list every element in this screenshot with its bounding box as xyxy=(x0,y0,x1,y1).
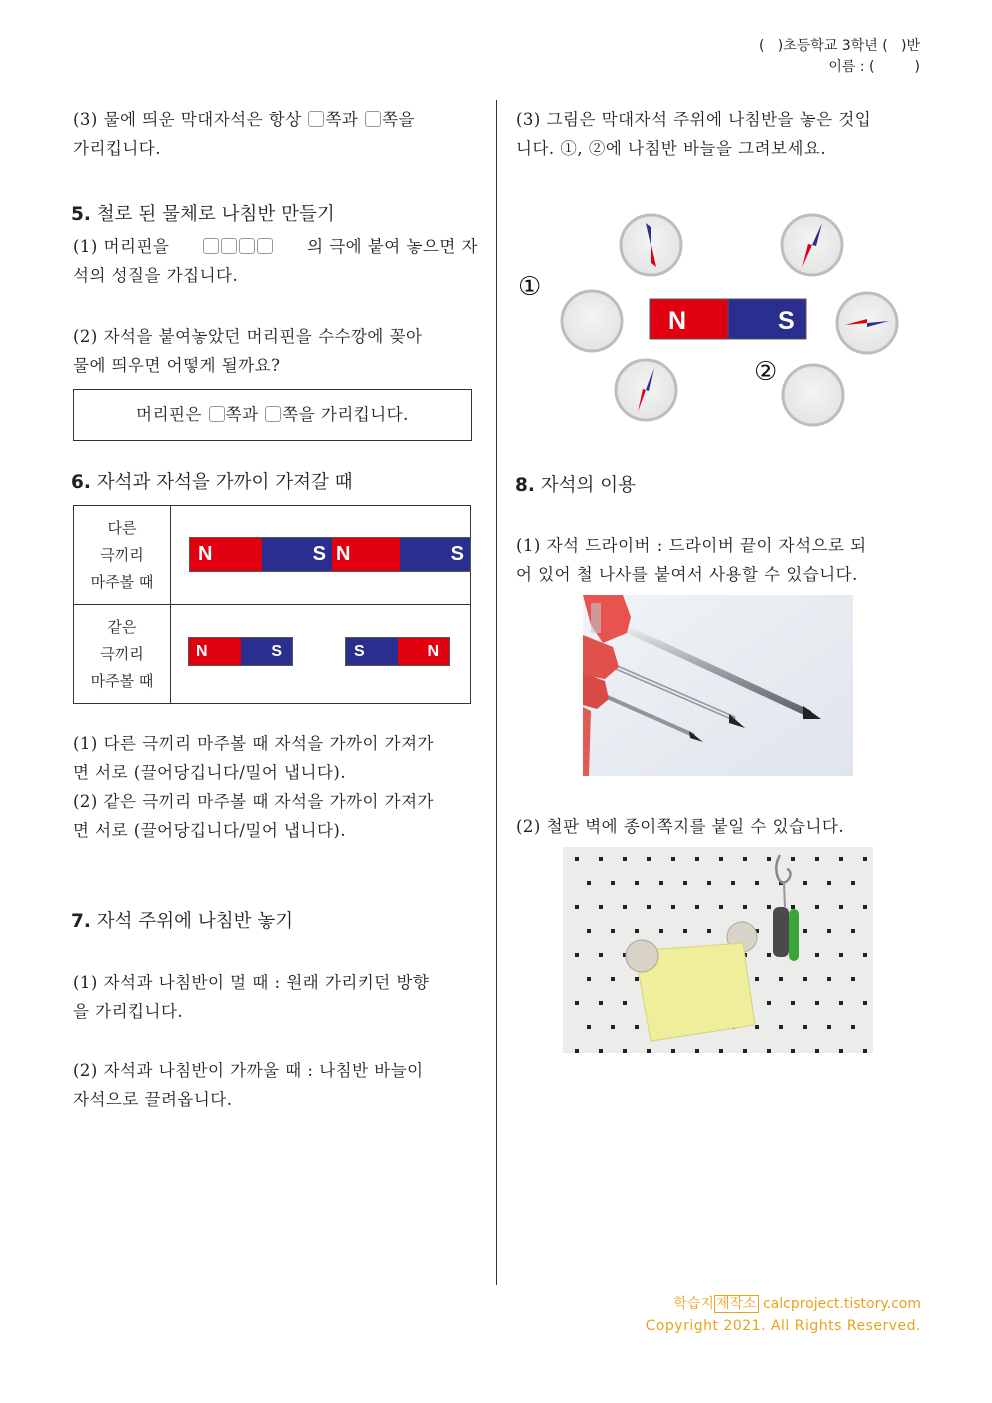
peg-hole xyxy=(815,1049,819,1053)
peg-hole xyxy=(755,1025,759,1029)
peg-hole xyxy=(743,857,747,861)
south-pole: S xyxy=(241,638,292,665)
answer-blank[interactable] xyxy=(209,406,225,422)
peg-hole xyxy=(839,857,843,861)
peg-hole xyxy=(863,1001,867,1005)
left-q3: (3) 물에 띄운 막대자석은 항상 쪽과 쪽을 가리킵니다. xyxy=(73,110,415,158)
peg-hole xyxy=(575,1049,579,1053)
compass-top-left xyxy=(621,215,681,275)
peg-hole xyxy=(803,881,807,885)
section-5-heading: 5. 철로 된 물체로 나침반 만들기 xyxy=(71,204,335,225)
peg-hole xyxy=(659,881,663,885)
peg-hole xyxy=(623,1001,627,1005)
peg-hole xyxy=(827,977,831,981)
peg-hole xyxy=(587,881,591,885)
footer-brand: 학습지 제작소 calcproject.tistory.com xyxy=(673,1296,921,1312)
peg-hole xyxy=(671,1049,675,1053)
peg-hole xyxy=(623,1049,627,1053)
peg-hole xyxy=(863,905,867,909)
row-same-label: 같은 극끼리 마주볼 때 xyxy=(74,605,171,704)
s8-q1: (1) 자석 드라이버 : 드라이버 끝이 자석으로 되 어 있어 철 나사를 붙여서 사용할 수 있습니다. xyxy=(516,536,867,584)
s8-q2: (2) 철판 벽에 종이쪽지를 붙일 수 있습니다. xyxy=(516,817,845,836)
pegboard-photo xyxy=(563,847,873,1053)
peg-hole xyxy=(791,1049,795,1053)
peg-hole xyxy=(599,1001,603,1005)
peg-hole xyxy=(647,857,651,861)
peg-hole xyxy=(767,1049,771,1053)
peg-hole xyxy=(575,905,579,909)
peg-hole xyxy=(599,953,603,957)
peg-hole xyxy=(863,1049,867,1053)
north-pole: N xyxy=(398,638,449,665)
south-pole: S xyxy=(262,538,332,571)
peg-hole xyxy=(623,905,627,909)
peg-hole xyxy=(863,953,867,957)
peg-hole xyxy=(767,905,771,909)
peg-hole xyxy=(803,929,807,933)
peg-hole xyxy=(827,1025,831,1029)
peg-hole xyxy=(767,953,771,957)
magnet-n-label: N xyxy=(668,307,687,335)
peg-hole xyxy=(659,929,663,933)
s6-questions: (1) 다른 극끼리 마주볼 때 자석을 가까이 가져가 면 서로 (끌어당깁니다/밀어 냅니다). (2) 같은 극끼리 마주볼 때 자석을 가까이 가져가 면 서로 (끌어당깁니다/밀어 냅니다). xyxy=(73,734,434,840)
peg-hole xyxy=(575,857,579,861)
answer-blank[interactable] xyxy=(308,111,324,127)
peg-hole xyxy=(611,881,615,885)
peg-hole xyxy=(755,977,759,981)
compass-bottom-right-empty xyxy=(783,365,843,425)
north-pole: N xyxy=(332,538,400,571)
peg-hole xyxy=(815,1001,819,1005)
peg-hole xyxy=(635,929,639,933)
peg-hole xyxy=(575,953,579,957)
screwdriver-photo xyxy=(583,595,853,776)
peg-hole xyxy=(599,905,603,909)
peg-hole xyxy=(695,857,699,861)
section-6-heading: 6. 자석과 자석을 가까이 가져갈 때 xyxy=(71,472,353,493)
peg-hole xyxy=(827,881,831,885)
peg-hole xyxy=(767,1001,771,1005)
peg-hole xyxy=(587,977,591,981)
peg-hole xyxy=(707,881,711,885)
north-pole: N xyxy=(189,638,241,665)
compass-left-empty xyxy=(562,291,622,351)
south-pole: S xyxy=(346,638,398,665)
peg-hole xyxy=(743,905,747,909)
peg-hole xyxy=(851,1025,855,1029)
right-q3: (3) 그림은 막대자석 주위에 나침반을 놓은 것입 니다. ①, ②에 나침반 바늘을 그려보세요. xyxy=(516,110,872,158)
footer-copyright: Copyright 2021. All Rights Reserved. xyxy=(645,1318,921,1334)
peg-hole xyxy=(839,1001,843,1005)
s5-answer-box: 머리핀은 쪽과 쪽을 가리킵니다. xyxy=(73,389,472,441)
answer-blank[interactable] xyxy=(257,238,273,254)
peg-hole xyxy=(815,857,819,861)
peg-hole xyxy=(683,929,687,933)
peg-hole xyxy=(743,1049,747,1053)
answer-blank[interactable] xyxy=(203,238,219,254)
peg-hole xyxy=(683,881,687,885)
s5-q2: (2) 자석을 붙여놓았던 머리핀을 수수깡에 꽂아 물에 띄우면 어떻게 될까요? xyxy=(73,327,423,375)
peg-hole xyxy=(719,905,723,909)
compass-right xyxy=(837,293,897,353)
student-info-header xyxy=(759,36,920,78)
peg-hole xyxy=(779,1025,783,1029)
peg-hole xyxy=(791,857,795,861)
compass-diagram xyxy=(510,205,910,430)
column-divider xyxy=(496,100,497,1285)
compass-top-right xyxy=(782,215,842,275)
peg-hole xyxy=(731,881,735,885)
peg-hole xyxy=(695,1049,699,1053)
s5-q1: (1) 머리핀을 의 극에 붙여 놓으면 자 석의 성질을 가집니다. xyxy=(73,237,478,285)
peg-hole xyxy=(851,977,855,981)
peg-hole xyxy=(671,857,675,861)
name-line: 이름 : ( ) xyxy=(828,59,920,75)
peg-hole xyxy=(827,929,831,933)
peg-hole xyxy=(815,953,819,957)
answer-blank[interactable] xyxy=(265,406,281,422)
peg-hole xyxy=(635,977,639,981)
peg-hole xyxy=(635,1025,639,1029)
peg-hole xyxy=(791,1001,795,1005)
peg-hole xyxy=(611,977,615,981)
section-8-heading: 8. 자석의 이용 xyxy=(515,475,637,496)
peg-hole xyxy=(863,857,867,861)
peg-hole xyxy=(779,977,783,981)
peg-hole xyxy=(767,857,771,861)
peg-hole xyxy=(671,905,675,909)
peg-hole xyxy=(839,1049,843,1053)
school-class-line: ( )초등학교 3학년 ( )반 xyxy=(758,38,920,54)
peg-hole xyxy=(695,905,699,909)
south-pole: S xyxy=(400,538,470,571)
peg-hole xyxy=(803,977,807,981)
peg-hole xyxy=(707,929,711,933)
peg-hole xyxy=(755,881,759,885)
s7-q2: (2) 자석과 나침반이 가까울 때 : 나침반 바늘이 자석으로 끌려옵니다. xyxy=(73,1061,424,1109)
peg-hole xyxy=(611,929,615,933)
row-opposite-label: 다른 극끼리 마주볼 때 xyxy=(74,506,171,605)
peg-hole xyxy=(623,857,627,861)
north-pole: N xyxy=(190,538,262,571)
s7-q1: (1) 자석과 나침반이 멀 때 : 원래 가리키던 방향 을 가리킵니다. xyxy=(73,973,430,1021)
answer-blank[interactable] xyxy=(239,238,255,254)
peg-hole xyxy=(851,881,855,885)
peg-hole xyxy=(803,1025,807,1029)
peg-hole xyxy=(851,929,855,933)
magnet-table xyxy=(73,505,471,704)
peg-hole xyxy=(599,1049,603,1053)
peg-hole xyxy=(635,881,639,885)
bar-magnet xyxy=(650,299,806,339)
peg-hole xyxy=(719,1049,723,1053)
peg-hole xyxy=(575,1001,579,1005)
magnet-left xyxy=(188,637,293,666)
section-7-heading: 7. 자석 주위에 나침반 놓기 xyxy=(71,911,294,932)
peg-hole xyxy=(587,1025,591,1029)
magnet-pair-attract xyxy=(189,537,471,572)
magnet-right xyxy=(345,637,450,666)
peg-hole xyxy=(647,1049,651,1053)
answer-blank[interactable] xyxy=(221,238,237,254)
peg-hole xyxy=(839,953,843,957)
marker-1: ① xyxy=(518,272,542,302)
peg-hole xyxy=(587,929,591,933)
peg-hole xyxy=(647,905,651,909)
peg-hole xyxy=(815,905,819,909)
peg-hole xyxy=(611,1025,615,1029)
peg-hole xyxy=(839,905,843,909)
peg-hole xyxy=(719,857,723,861)
magnet-s-label: S xyxy=(778,307,795,335)
peg-hole xyxy=(599,857,603,861)
peg-hole xyxy=(791,905,795,909)
compass-bottom-left xyxy=(616,360,676,420)
marker-2: ② xyxy=(754,357,778,387)
answer-blank[interactable] xyxy=(365,111,381,127)
